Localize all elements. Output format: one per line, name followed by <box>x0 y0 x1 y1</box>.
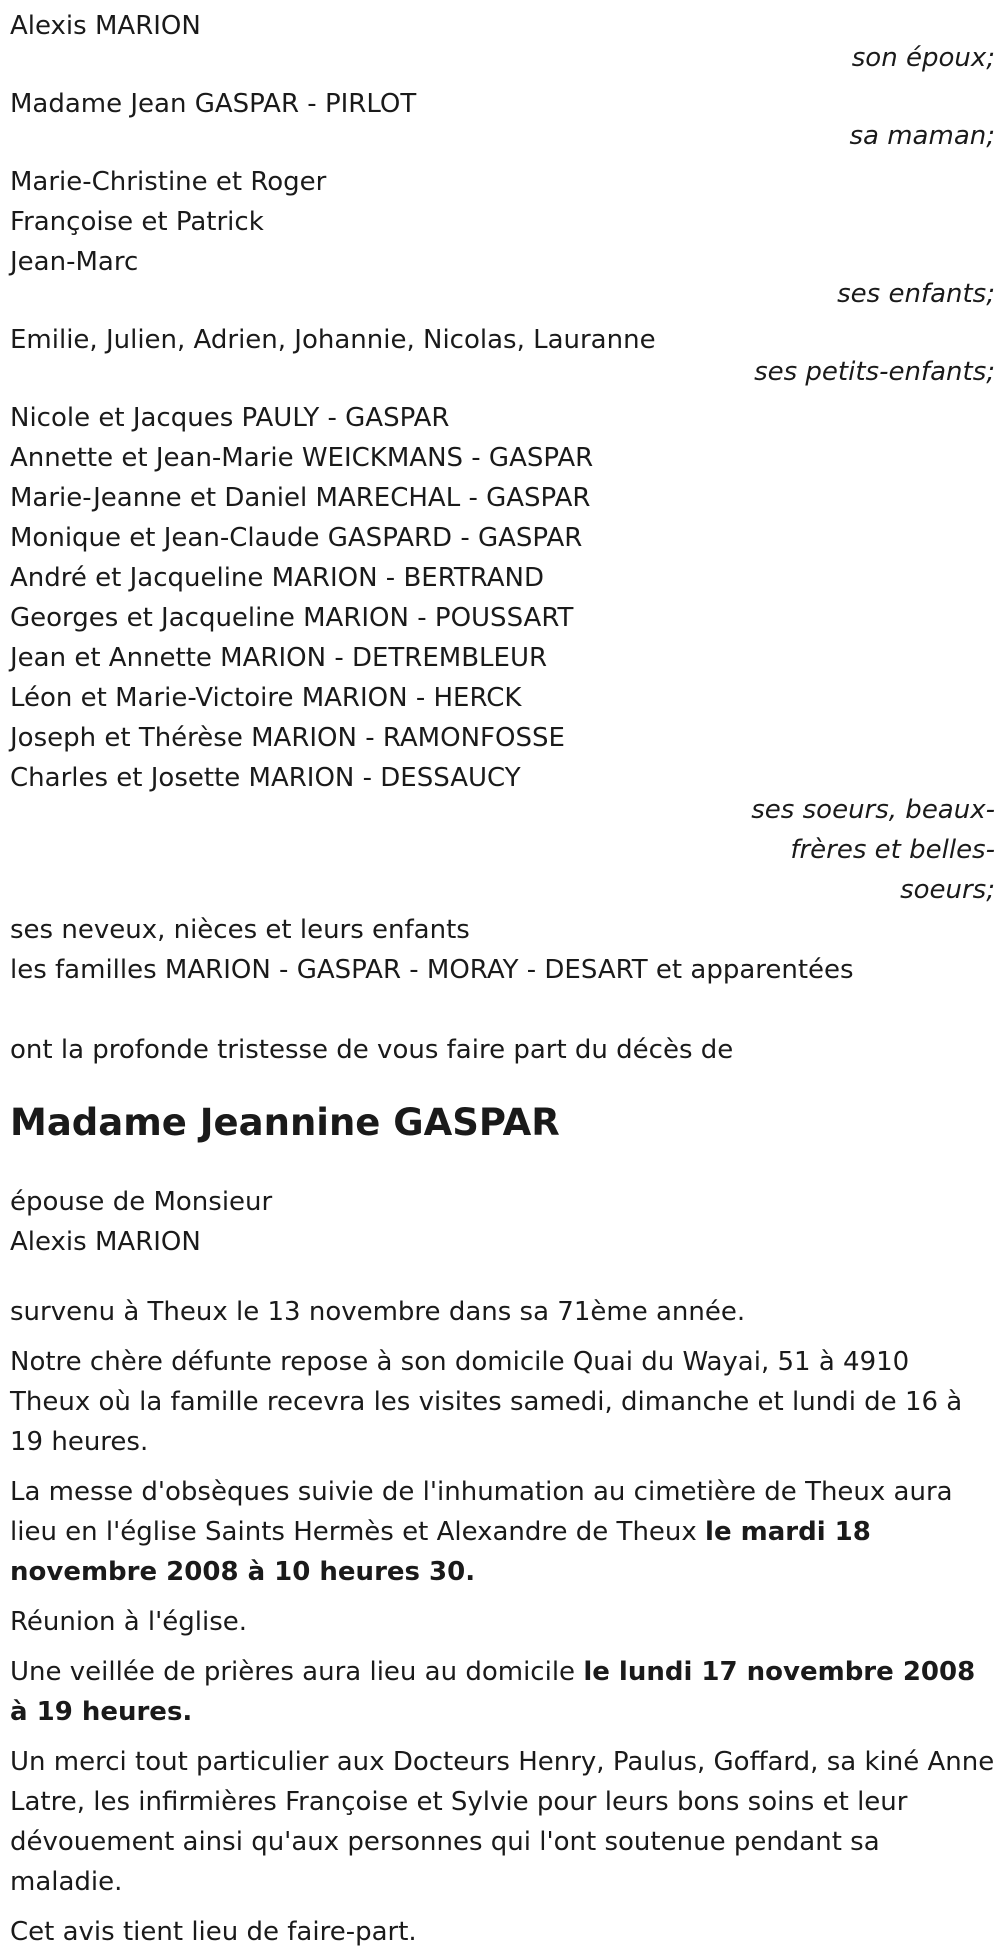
family-name: Marie-Jeanne et Daniel MARECHAL - GASPAR <box>10 483 591 513</box>
vigil-text: Une veillée de prières aura lieu au domicile <box>10 1657 584 1687</box>
family-name: Monique et Jean-Claude GASPARD - GASPAR <box>10 523 583 553</box>
family-role: son époux; <box>851 43 995 73</box>
family-name: Emilie, Julien, Adrien, Johannie, Nicolas, Lauranne <box>10 325 656 355</box>
deceased-name: Madame Jeannine GASPAR <box>10 1101 560 1144</box>
family-group-spouse <box>10 6 995 78</box>
meeting-info: Réunion à l'église. <box>10 1607 248 1637</box>
family-name: Léon et Marie-Victoire MARION - HERCK <box>10 683 522 713</box>
family-name: Jean et Annette MARION - DETREMBLEUR <box>10 643 548 673</box>
family-role: sa maman; <box>849 121 995 151</box>
family-group-children <box>10 162 995 314</box>
family-name: Madame Jean GASPAR - PIRLOT <box>10 89 417 119</box>
family-name: Charles et Josette MARION - DESSAUCY <box>10 763 521 793</box>
vigil-date: le lundi 17 novembre 2008 à 19 heures. <box>10 1657 976 1727</box>
spouse-info <box>10 1182 995 1262</box>
funeral-date: le mardi 18 novembre 2008 à 10 heures 30. <box>10 1517 871 1587</box>
spouse-line: Alexis MARION <box>10 1227 201 1257</box>
family-group-mother <box>10 84 995 156</box>
thanks-info: Un merci tout particulier aux Docteurs Henry, Paulus, Goffard, sa kiné Anne Latre, les infirmières Françoise et Sylvie pour leurs bons soins et leur dévouement ainsi qu'aux personnes qui l'ont soutenue pendant sa maladie. <box>10 1747 995 1897</box>
family-group-siblings <box>10 398 995 910</box>
family-name: Jean-Marc <box>10 247 139 277</box>
family-name: Georges et Jacqueline MARION - POUSSART <box>10 603 574 633</box>
family-group-grandchildren <box>10 320 995 392</box>
family-role-line: soeurs; <box>900 875 995 905</box>
rest-info: Notre chère défunte repose à son domicile Quai du Wayai, 51 à 4910 Theux où la famille recevra les visites samedi, dimanche et lundi de 16 à 19 heures. <box>10 1347 963 1457</box>
family-role <box>10 790 995 910</box>
family-name: Nicole et Jacques PAULY - GASPAR <box>10 403 450 433</box>
vigil-info <box>10 1652 995 1732</box>
family-name: Annette et Jean-Marie WEICKMANS - GASPAR <box>10 443 594 473</box>
family-name: Françoise et Patrick <box>10 207 264 237</box>
other-relatives <box>10 910 995 990</box>
funeral-info <box>10 1472 995 1592</box>
family-name: André et Jacqueline MARION - BERTRAND <box>10 563 545 593</box>
funeral-text: La messe d'obsèques suivie de l'inhumation au cimetière de Theux aura lieu en l'église Saints Hermès et Alexandre de Theux <box>10 1477 953 1547</box>
family-role-line: frères et belles- <box>790 835 995 865</box>
family-name: Joseph et Thérèse MARION - RAMONFOSSE <box>10 723 565 753</box>
other-relatives-line: les familles MARION - GASPAR - MORAY - DESART et apparentées <box>10 955 854 985</box>
closing-info: Cet avis tient lieu de faire-part. <box>10 1917 417 1947</box>
death-info: survenu à Theux le 13 novembre dans sa 71ème année. <box>10 1297 746 1327</box>
family-role: ses petits-enfants; <box>754 357 995 387</box>
spouse-line: épouse de Monsieur <box>10 1187 273 1217</box>
family-name: Alexis MARION <box>10 11 201 41</box>
family-role-line: ses soeurs, beaux- <box>751 795 995 825</box>
family-name: Marie-Christine et Roger <box>10 167 327 197</box>
family-role: ses enfants; <box>837 279 995 309</box>
announcement <box>10 1030 995 1070</box>
other-relatives-line: ses neveux, nièces et leurs enfants <box>10 915 470 945</box>
announcement-text: ont la profonde tristesse de vous faire part du décès de <box>10 1035 734 1065</box>
